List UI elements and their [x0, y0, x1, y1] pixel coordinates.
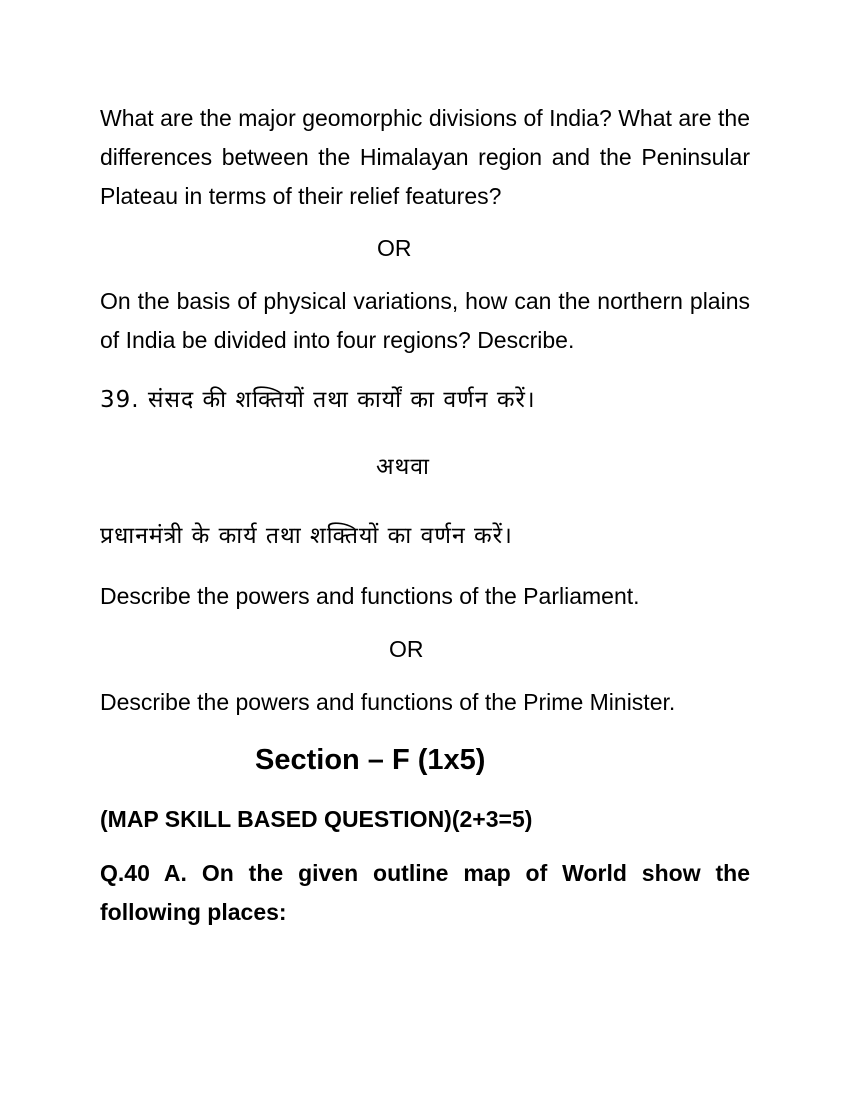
- section-title: Section – F (1x5): [255, 744, 486, 776]
- question-38-text: What are the major geomorphic divisions of India? What are the differences between the Himalayan region and the Peninsular Plateau in terms of their relief features?: [100, 105, 750, 209]
- question-39-english-alternative: Describe the powers and functions of the Prime Minister.: [100, 689, 676, 715]
- section-subtitle: (MAP SKILL BASED QUESTION)(2+3=5): [100, 806, 533, 832]
- question-38-alternative: On the basis of physical variations, how can the northern plains of India be divided into four regions? Describe.: [100, 288, 750, 353]
- question-39-english: Describe the powers and functions of the Parliament.: [100, 583, 640, 609]
- or-separator-39: OR: [389, 636, 424, 662]
- question-39-hindi-alternative: प्रधानमंत्री के कार्य तथा शक्तियों का वर्णन करें।: [100, 523, 513, 549]
- question-40-text: Q.40 A. On the given outline map of World show the following places:: [100, 860, 750, 925]
- question-39-hindi: 39. संसद की शक्तियों तथा कार्यों का वर्णन करें।: [100, 387, 536, 413]
- or-separator-39-hindi: अथवा: [376, 454, 431, 480]
- or-separator-38: OR: [377, 235, 412, 261]
